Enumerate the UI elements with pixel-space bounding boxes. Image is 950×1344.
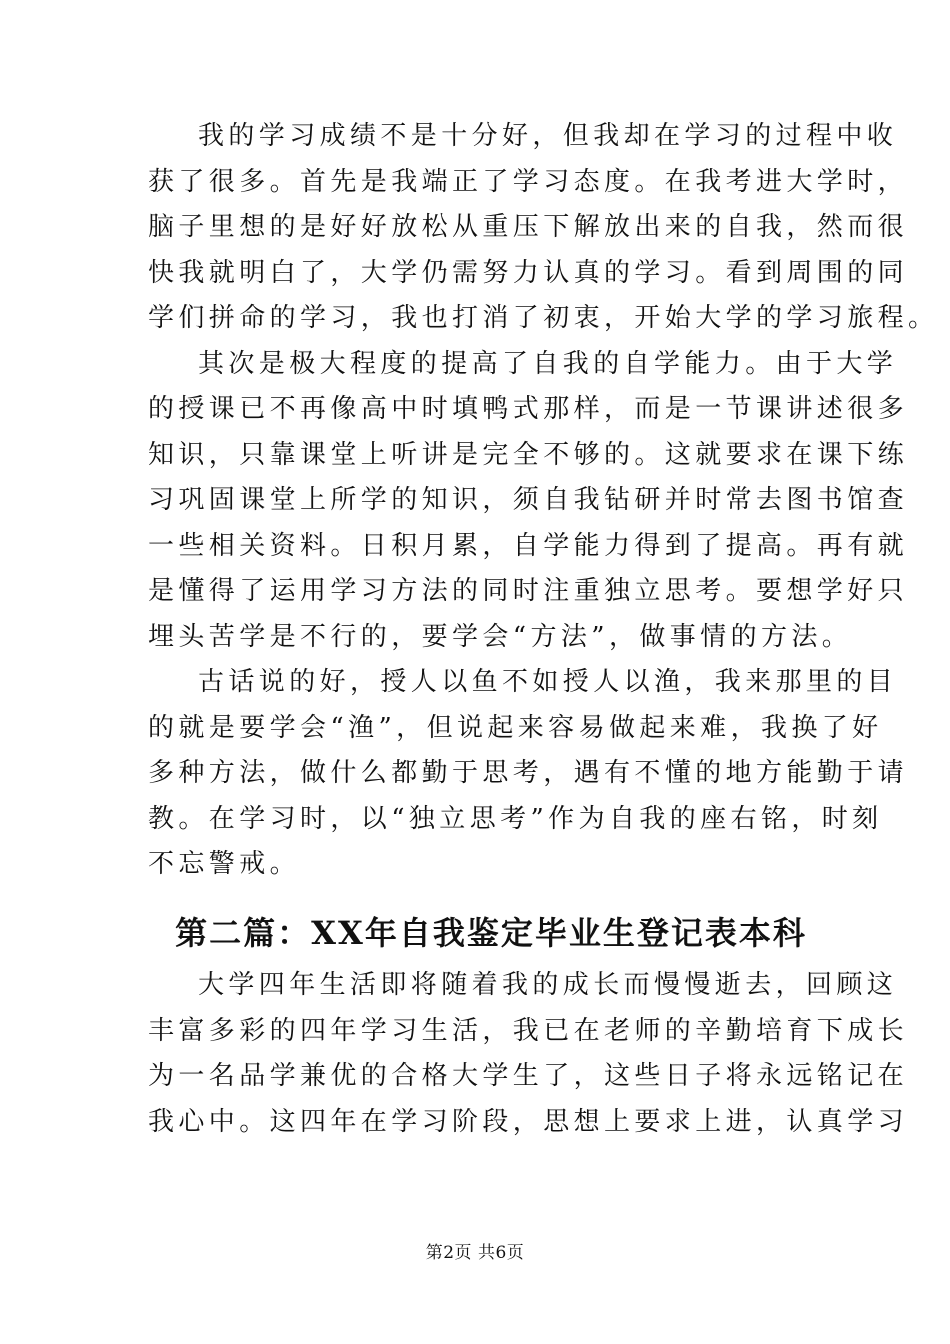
paragraph-2-line-4: 习巩固课堂上所学的知识，须自我钻研并时常去图书馆查 xyxy=(148,485,909,515)
paragraph-3-line-3: 多种方法，做什么都勤于思考，遇有不懂的地方能勤于请 xyxy=(148,758,909,788)
paragraph-1-line-3: 脑子里想的是好好放松从重压下解放出来的自我，然而很 xyxy=(148,212,909,242)
paragraph-3-line-5: 不忘警戒。 xyxy=(148,849,301,879)
paragraph-4-line-2: 丰富多彩的四年学习生活，我已在老师的辛勤培育下成长 xyxy=(148,1015,909,1046)
paragraph-1-line-4: 快我就明白了，大学仍需努力认真的学习。看到周围的同 xyxy=(148,257,909,288)
paragraph-4-line-4: 我心中。这四年在学习阶段，思想上要求上进，认真学习 xyxy=(148,1106,909,1137)
paragraph-3-line-1: 古话说的好，授人以鱼不如授人以渔，我来那里的目 xyxy=(198,667,898,697)
paragraph-4-line-1: 大学四年生活即将随着我的成长而慢慢逝去，回顾这 xyxy=(198,970,898,1000)
paragraph-2-line-5: 一些相关资料。日积月累，自学能力得到了提高。再有就 xyxy=(148,530,909,561)
paragraph-2-line-6: 是懂得了运用学习方法的同时注重独立思考。要想学好只 xyxy=(148,576,909,606)
paragraph-1-line-2: 获了很多。首先是我端正了学习态度。在我考进大学时， xyxy=(148,166,909,197)
paragraph-2-line-2: 的授课已不再像高中时填鸭式那样，而是一节课讲述很多 xyxy=(148,394,909,424)
paragraph-2-line-1: 其次是极大程度的提高了自我的自学能力。由于大学 xyxy=(198,348,898,379)
section-heading: 第二篇：XX年自我鉴定毕业生登记表本科 xyxy=(175,914,807,952)
paragraph-1-line-1: 我的学习成绩不是十分好，但我却在学习的过程中收 xyxy=(198,121,898,151)
paragraph-1-line-5: 学们拼命的学习，我也打消了初衷，开始大学的学习旅程。 xyxy=(148,303,939,333)
paragraph-2-line-7: 埋头苦学是不行的，要学会“方法”，做事情的方法。 xyxy=(148,621,853,652)
paragraph-3-line-2: 的就是要学会“渔”，但说起来容易做起来难，我换了好 xyxy=(148,712,883,743)
paragraph-4-line-3: 为一名品学兼优的合格大学生了，这些日子将永远铭记在 xyxy=(148,1061,909,1091)
paragraph-2-line-3: 知识，只靠课堂上听讲是完全不够的。这就要求在课下练 xyxy=(148,439,909,470)
page-number-footer: 第2页 共6页 xyxy=(425,1243,525,1263)
paragraph-3-line-4: 教。在学习时，以“独立思考”作为自我的座右铭，时刻 xyxy=(148,803,883,834)
